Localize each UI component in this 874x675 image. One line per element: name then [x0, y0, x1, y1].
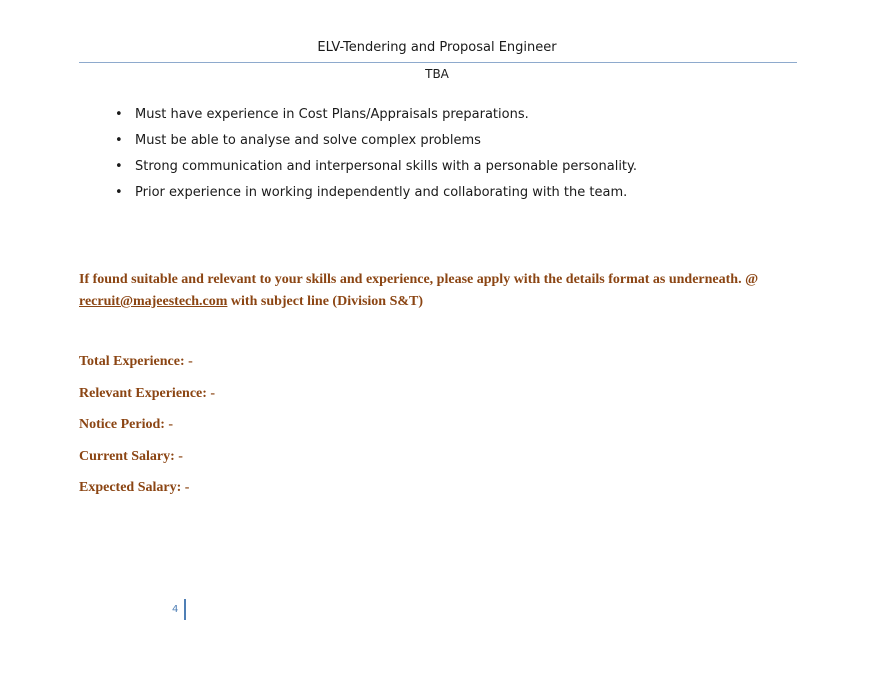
application-instructions: [79, 269, 759, 313]
header-divider: [79, 62, 797, 63]
field-total-experience: Total Experience: -: [79, 354, 193, 369]
requirement-text: Must be able to analyse and solve complex problems: [135, 133, 481, 148]
field-current-salary: Current Salary: -: [79, 448, 183, 464]
apply-text-lead: If found suitable and relevant to your skills and experience, please apply with the details format as underneath. @: [79, 272, 759, 287]
requirement-item: [113, 130, 637, 156]
bullet-icon: •: [115, 159, 123, 174]
requirement-item: [113, 104, 637, 130]
recruit-email-link[interactable]: recruit@majeestech.com: [79, 294, 228, 309]
requirement-item: [113, 182, 637, 208]
apply-text-tail: with subject line (Division S&T): [227, 294, 424, 309]
field-expected-salary: Expected Salary: -: [79, 480, 190, 495]
page-number-bar: [184, 599, 186, 620]
bullet-icon: •: [115, 133, 123, 148]
requirements-list: [113, 104, 637, 208]
document-header-title: ELV-Tendering and Proposal Engineer: [317, 40, 557, 55]
field-relevant-experience: Relevant Experience: -: [79, 385, 216, 401]
bullet-icon: •: [115, 107, 123, 122]
requirement-text: Must have experience in Cost Plans/Appraisals preparations.: [135, 107, 529, 122]
requirement-text: Strong communication and interpersonal skills with a personable personality.: [135, 159, 637, 174]
bullet-icon: •: [115, 185, 123, 200]
field-notice-period: Notice Period: -: [79, 417, 174, 432]
requirement-text: Prior experience in working independently and collaborating with the team.: [135, 185, 628, 200]
document-header-subtitle: TBA: [425, 67, 449, 81]
requirement-item: [113, 156, 637, 182]
application-fields-list: [79, 351, 215, 509]
page-number: 4: [172, 604, 179, 615]
